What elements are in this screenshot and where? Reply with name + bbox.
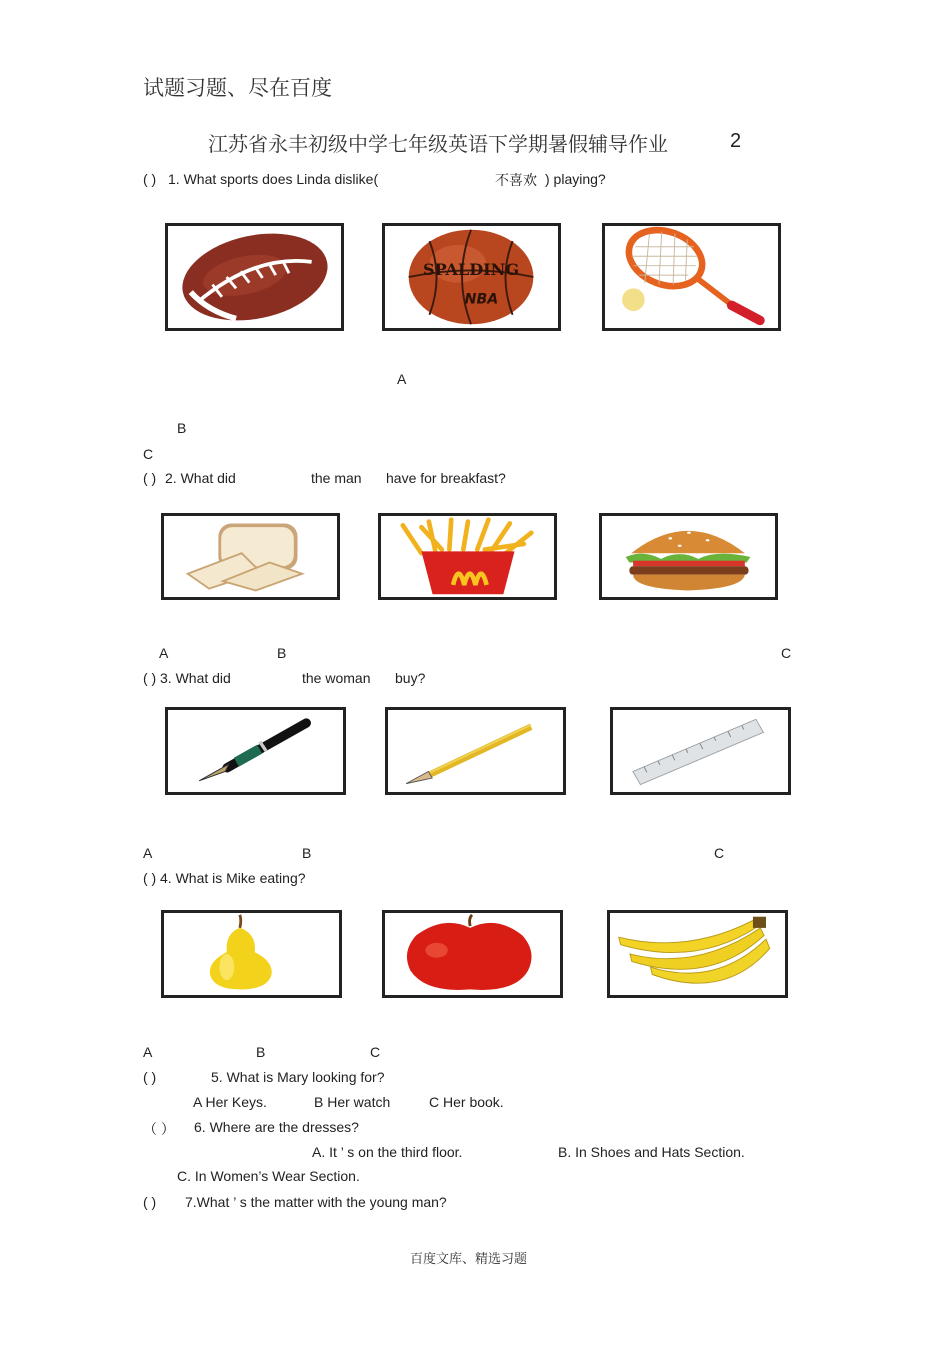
q3-part-2: the woman	[302, 670, 371, 686]
q3-option-a: A	[143, 845, 153, 861]
q5-paren: ( )	[143, 1069, 157, 1085]
bananas-icon	[610, 913, 785, 995]
ruler-icon	[613, 710, 788, 792]
q3-part-1: 3. What did	[160, 670, 231, 686]
q4-option-c: C	[370, 1044, 381, 1060]
french-fries-icon	[381, 516, 554, 597]
q5-option-b: B Her watch	[314, 1094, 391, 1110]
q7-text: 7.What ’ s the matter with the young man?	[185, 1194, 447, 1210]
q1-text-before: 1. What sports does Linda dislike(	[168, 171, 379, 187]
q2-option-c: C	[781, 645, 792, 661]
q6-option-b: B. In Shoes and Hats Section.	[558, 1144, 745, 1160]
q3-option-c: C	[714, 845, 725, 861]
q2-part-2: the man	[311, 470, 362, 486]
q2-paren: ( )	[143, 470, 157, 486]
q7-paren: ( )	[143, 1194, 157, 1210]
bread-icon	[164, 516, 337, 597]
q3-part-3: buy?	[395, 670, 426, 686]
q1-option-a: A	[397, 371, 407, 387]
q2-part-3: have for breakfast?	[386, 470, 506, 486]
q4-text: 4. What is Mike eating?	[160, 870, 306, 886]
q2-part-1: 2. What did	[165, 470, 236, 486]
q6-option-a: A. It ’ s on the third floor.	[312, 1144, 463, 1160]
q2-option-b: B	[277, 645, 287, 661]
page-header: 试题习题、尽在百度	[143, 76, 332, 100]
q6-option-c: C. In Women’s Wear Section.	[177, 1168, 360, 1184]
pear-image	[161, 910, 342, 998]
american-football-icon	[168, 226, 341, 328]
bread-image	[161, 513, 340, 600]
q6-text: 6. Where are the dresses?	[194, 1119, 359, 1135]
q4-paren: ( )	[143, 870, 157, 886]
hamburger-image	[599, 513, 778, 600]
q4-option-a: A	[143, 1044, 153, 1060]
q5-option-a: A Her Keys.	[193, 1094, 267, 1110]
football-image	[165, 223, 344, 331]
basketball-image	[382, 223, 561, 331]
page-footer: 百度文库、精选习题	[410, 1252, 528, 1267]
document-title-number: 2	[730, 130, 742, 152]
fountain-pen-image	[165, 707, 346, 795]
q1-paren: ( )	[143, 171, 157, 187]
basketball-icon	[385, 226, 558, 328]
apple-icon	[385, 913, 560, 995]
bananas-image	[607, 910, 788, 998]
fountain-pen-icon	[168, 710, 343, 792]
ball-league: NBA	[464, 291, 499, 308]
q3-option-b: B	[302, 845, 312, 861]
q5-option-c: C Her book.	[429, 1094, 504, 1110]
q6-paren: （ ）	[143, 1121, 175, 1137]
apple-image	[382, 910, 563, 998]
q4-option-b: B	[256, 1044, 266, 1060]
ball-brand: SPALDING	[423, 260, 520, 280]
q1-chinese: 不喜欢	[495, 173, 537, 189]
hamburger-icon	[602, 516, 775, 597]
pear-icon	[164, 913, 339, 995]
document-title: 江苏省永丰初级中学七年级英语下学期暑假辅导作业	[208, 132, 668, 156]
q5-text: 5. What is Mary looking for?	[211, 1069, 385, 1085]
tennis-racket-icon	[605, 226, 778, 328]
pencil-icon	[388, 710, 563, 792]
q2-option-a: A	[159, 645, 169, 661]
pencil-image	[385, 707, 566, 795]
q1-text-after: ) playing?	[545, 171, 606, 187]
q1-option-c: C	[143, 446, 154, 462]
ruler-image	[610, 707, 791, 795]
q3-paren: ( )	[143, 670, 157, 686]
french-fries-image	[378, 513, 557, 600]
tennis-racket-image	[602, 223, 781, 331]
q1-option-b: B	[177, 420, 187, 436]
